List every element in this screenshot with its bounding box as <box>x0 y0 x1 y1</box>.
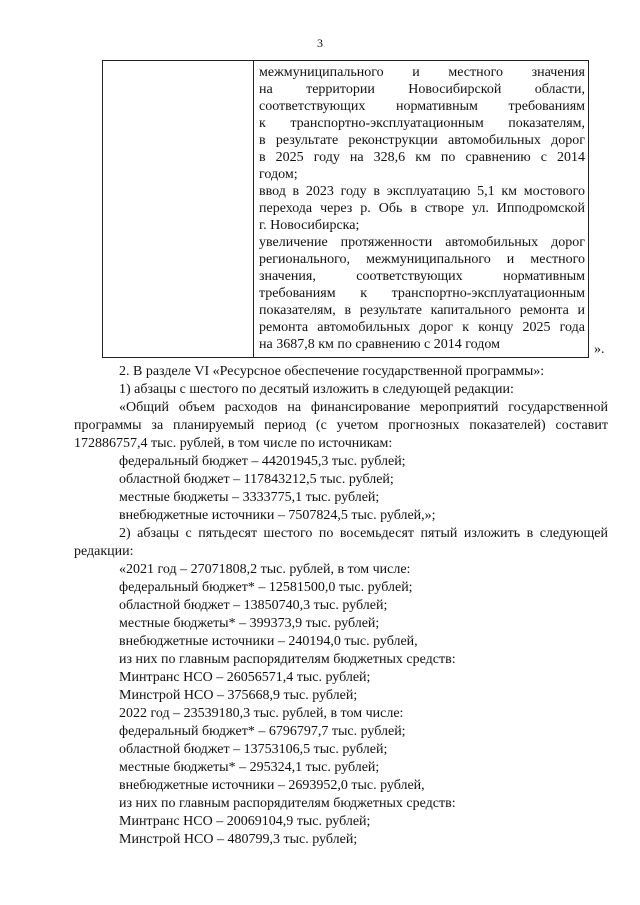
body-line: 2) абзацы с пятьдесят шестого по восемьдесят пятый изложить в следующей <box>119 526 608 541</box>
table-cell-line: ввод в 2023 году в эксплуатацию 5,1 км мостового <box>259 184 585 199</box>
body-line: из них по главным распорядителям бюджетных средств: <box>119 652 456 667</box>
body-line: 1) абзацы с шестого по десятый изложить в следующей редакции: <box>119 382 514 397</box>
body-line: программы за планируемый период (с учетом прогнозных показателей) составит <box>74 418 608 433</box>
body-line: внебюджетные источники – 7507824,5 тыс. рублей,»; <box>119 508 436 523</box>
body-line: Минстрой НСО – 480799,3 тыс. рублей; <box>119 832 358 847</box>
table-cell-line: регионального, межмуниципального и местного <box>259 252 585 267</box>
body-line: федеральный бюджет – 44201945,3 тыс. рублей; <box>119 454 406 469</box>
body-line: «2021 год – 27071808,2 тыс. рублей, в том числе: <box>119 562 411 577</box>
table-cell-line: перехода через р. Обь в створе ул. Ипподромской <box>259 201 585 216</box>
closing-quote-mark: ». <box>594 342 605 357</box>
table-cell-line: значения, соответствующих нормативным <box>259 269 585 284</box>
body-line: местные бюджеты – 3333775,1 тыс. рублей; <box>119 490 380 505</box>
body-line: «Общий объем расходов на финансирование мероприятий государственной <box>119 400 608 415</box>
table-cell-line: межмуниципального и местного значения <box>259 65 585 80</box>
body-line: 172886757,4 тыс. рублей, в том числе по источникам: <box>74 436 393 451</box>
body-line: 2. В разделе VI «Ресурсное обеспечение государственной программы»: <box>119 364 545 379</box>
table-cell-line: увеличение протяженности автомобильных дорог <box>259 235 585 250</box>
body-line: Минстрой НСО – 375668,9 тыс. рублей; <box>119 688 358 703</box>
body-line: редакции: <box>74 544 134 559</box>
body-line: местные бюджеты* – 295324,1 тыс. рублей; <box>119 760 380 775</box>
table-cell-line: к транспортно-эксплуатационным показателям, <box>259 116 585 131</box>
table-cell-line: требованиям к транспортно-эксплуатационным <box>259 286 585 301</box>
body-line: областной бюджет – 13753106,5 тыс. рублей; <box>119 742 388 757</box>
body-line: внебюджетные источники – 240194,0 тыс. рублей, <box>119 634 418 649</box>
body-line: областной бюджет – 13850740,3 тыс. рублей; <box>119 598 388 613</box>
table-cell-line: в результате реконструкции автомобильных дорог <box>259 133 585 148</box>
body-line: Минтранс НСО – 26056571,4 тыс. рублей; <box>119 670 371 685</box>
table-cell-text <box>259 64 585 353</box>
body-line: 2022 год – 23539180,3 тыс. рублей, в том числе: <box>119 706 404 721</box>
table-cell-line: соответствующих нормативным требованиям <box>259 99 585 114</box>
body-line: федеральный бюджет* – 6796797,7 тыс. рублей; <box>119 724 406 739</box>
table-cell-line: г. Новосибирска; <box>259 218 360 233</box>
page-number: 3 <box>317 36 323 50</box>
table-cell-line: годом; <box>259 167 298 182</box>
body-line: внебюджетные источники – 2693952,0 тыс. рублей, <box>119 778 425 793</box>
body-line: из них по главным распорядителям бюджетных средств: <box>119 796 456 811</box>
table-cell-line: ремонта автомобильных дорог к концу 2025 года <box>259 320 585 335</box>
body-line: Минтранс НСО – 20069104,9 тыс. рублей; <box>119 814 371 829</box>
body-line: местные бюджеты* – 399373,9 тыс. рублей; <box>119 616 380 631</box>
body-line: федеральный бюджет* – 12581500,0 тыс. рублей; <box>119 580 413 595</box>
table-column-divider <box>253 61 254 357</box>
table-cell-line: на 3687,8 км по сравнению с 2014 годом <box>259 337 500 352</box>
table-cell-line: в 2025 году на 328,6 км по сравнению с 2014 <box>259 150 585 165</box>
body-text <box>74 363 608 849</box>
table-cell-line: на территории Новосибирской области, <box>259 82 585 97</box>
indicators-table <box>102 60 589 358</box>
body-line: областной бюджет – 117843212,5 тыс. рублей; <box>119 472 394 487</box>
table-cell-line: показателям, в результате капитального ремонта и <box>259 303 585 318</box>
